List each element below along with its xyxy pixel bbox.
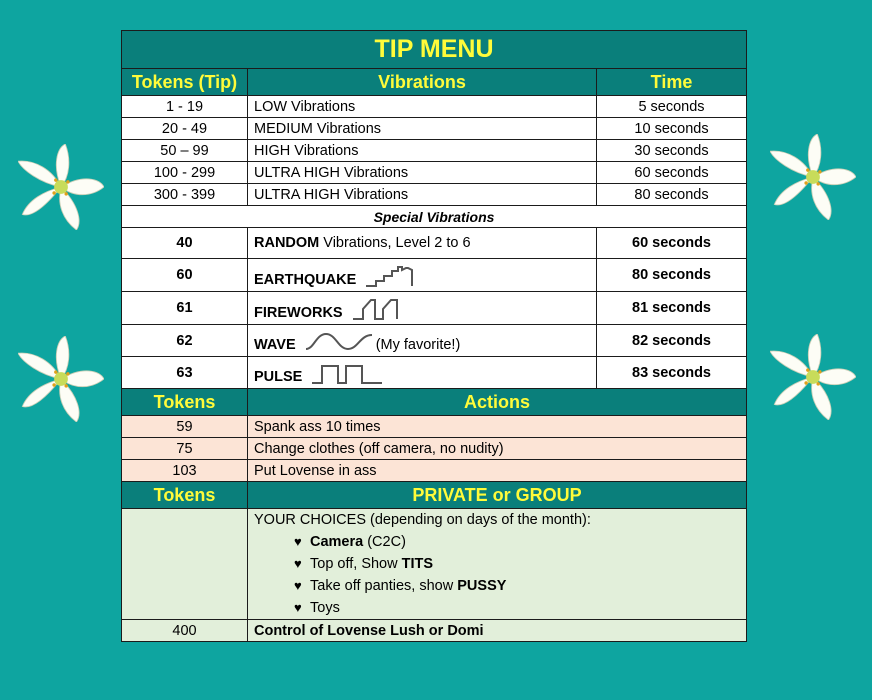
vibration-cell [248,325,597,357]
special-title-row [122,206,747,228]
table-row [122,357,747,389]
vibration-cell [248,228,597,259]
table-row [122,259,747,292]
earthquake-wave-icon [366,264,418,288]
tokens-cell: 75 [122,438,248,460]
vibration-cell: ULTRA HIGH Vibrations [248,162,597,184]
pattern-extra: Vibrations, Level 2 to 6 [323,235,471,251]
special-vibrations-title: Special Vibrations [122,206,747,228]
actions-header: Actions [248,389,747,416]
pulse-wave-icon [312,363,384,385]
tokens-header: Tokens [122,482,248,509]
heart-icon: ♥ [294,534,302,549]
time-cell: 60 seconds [597,228,747,259]
actions-header-row [122,389,747,416]
tokens-cell: 1 - 19 [122,96,248,118]
action-cell: Spank ass 10 times [248,416,747,438]
table-row [122,228,747,259]
tokens-cell: 60 [122,259,248,292]
lily-flower-icon [770,134,856,220]
table-row [122,325,747,357]
vibration-cell: HIGH Vibrations [248,140,597,162]
vibration-cell [248,259,597,292]
time-cell: 5 seconds [597,96,747,118]
choice-camera [254,531,740,553]
tokens-cell: 63 [122,357,248,389]
choice-toys [254,597,740,619]
table-row [122,416,747,438]
choices-cell [248,509,747,620]
tokens-header: Tokens [122,389,248,416]
heart-icon: ♥ [294,600,302,615]
pattern-name: FIREWORKS [254,305,343,321]
choice-top-off [254,553,740,575]
tokens-cell: 59 [122,416,248,438]
vibrations-header: Vibrations [248,69,597,96]
private-group-header: PRIVATE or GROUP [248,482,747,509]
choice-bold: PUSSY [457,578,507,594]
table-row [122,140,747,162]
control-cell: Control of Lovense Lush or Domi [248,620,747,642]
time-cell: 80 seconds [597,184,747,206]
tokens-cell: 100 - 299 [122,162,248,184]
table-row [122,162,747,184]
pattern-name: EARTHQUAKE [254,272,357,288]
vibrations-header-row [122,69,747,96]
time-cell: 81 seconds [597,292,747,325]
tokens-tip-header: Tokens (Tip) [122,69,248,96]
choice-bold: TITS [401,556,434,572]
lily-flower-icon [18,336,104,422]
tokens-cell: 62 [122,325,248,357]
time-cell: 83 seconds [597,357,747,389]
time-cell: 60 seconds [597,162,747,184]
table-row [122,620,747,642]
tokens-cell: 40 [122,228,248,259]
vibration-cell [248,292,597,325]
pattern-name: WAVE [254,337,296,353]
time-cell: 30 seconds [597,140,747,162]
pattern-name: RANDOM [254,235,320,251]
favorite-note: (My favorite!) [375,337,461,353]
time-header: Time [597,69,747,96]
time-cell: 80 seconds [597,259,747,292]
choice-text: (C2C) [363,534,406,550]
vibration-cell: MEDIUM Vibrations [248,118,597,140]
table-row [122,96,747,118]
choice-text: Top off, Show [310,556,402,572]
tokens-cell: 400 [122,620,248,642]
choices-intro: YOUR CHOICES (depending on days of the month): [254,512,591,528]
heart-icon: ♥ [294,578,302,593]
pattern-name: PULSE [254,369,303,385]
choice-panties [254,575,740,597]
table-row [122,460,747,482]
tokens-cell: 20 - 49 [122,118,248,140]
private-choices-row [122,509,747,620]
menu-title: TIP MENU [122,31,747,69]
tokens-cell: 300 - 399 [122,184,248,206]
lily-flower-icon [18,144,104,230]
tokens-cell: 61 [122,292,248,325]
title-row [122,31,747,69]
choice-text: Toys [310,600,340,616]
choice-bold: Camera [310,534,364,550]
action-cell: Put Lovense in ass [248,460,747,482]
table-row [122,184,747,206]
tip-menu-table [121,30,747,642]
choice-text: Take off panties, show [310,578,458,594]
time-cell: 82 seconds [597,325,747,357]
action-cell: Change clothes (off camera, no nudity) [248,438,747,460]
fireworks-wave-icon [353,297,405,321]
table-row [122,292,747,325]
tokens-cell-empty [122,509,248,620]
lily-flower-icon [770,334,856,420]
table-row [122,118,747,140]
tokens-cell: 103 [122,460,248,482]
private-header-row [122,482,747,509]
tokens-cell: 50 – 99 [122,140,248,162]
vibration-cell: ULTRA HIGH Vibrations [248,184,597,206]
table-row [122,438,747,460]
sine-wave-icon [306,331,372,353]
vibration-cell [248,357,597,389]
heart-icon: ♥ [294,556,302,571]
vibration-cell: LOW Vibrations [248,96,597,118]
time-cell: 10 seconds [597,118,747,140]
